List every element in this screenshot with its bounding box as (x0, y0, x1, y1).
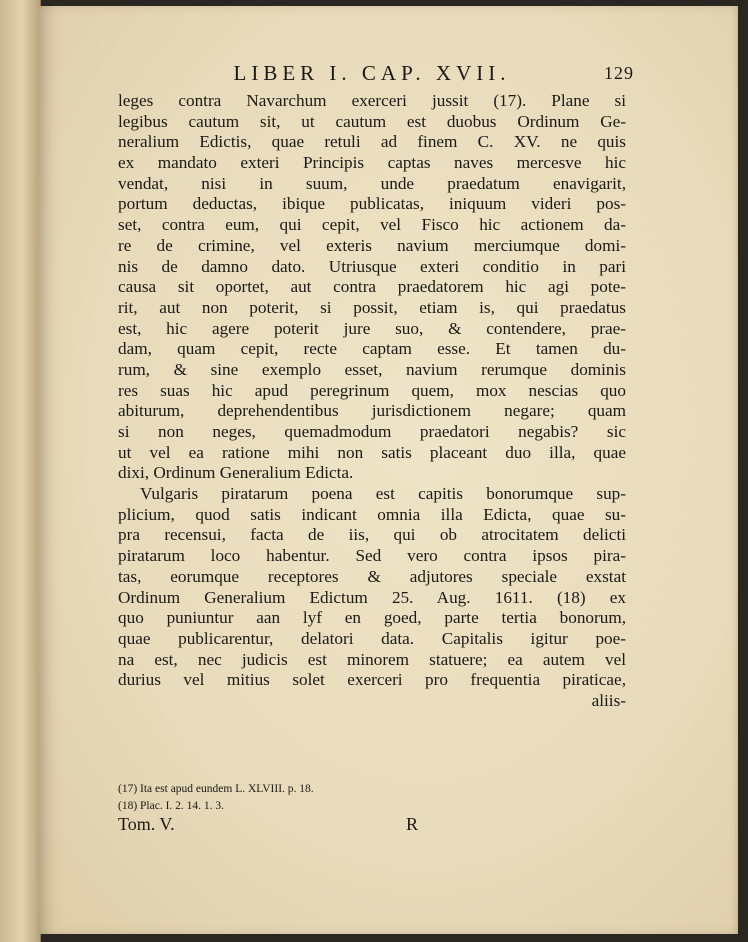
text-line: dam, quam cepit, recte captam esse. Et tamen du- (118, 339, 626, 359)
text-line: quo puniuntur aan lyf en goed, parte tertia bonorum, (118, 608, 626, 628)
text-line: re de crimine, vel exteris navium merciumque domi- (118, 235, 626, 255)
text-line: ex mandato exteri Principis captas naves mercesve hic (118, 153, 626, 173)
book-spine-edge (0, 0, 41, 942)
signature-line (118, 814, 538, 838)
text-line: Vulgaris piratarum poena est capitis bonorumque sup- (140, 484, 626, 504)
footnote-18: (18) Plac. I. 2. 14. 1. 3. (118, 800, 225, 812)
text-line: set, contra eum, qui cepit, vel Fisco hic actionem da- (118, 215, 626, 235)
text-line: legibus cautum sit, ut cautum est duobus Ordinum Ge- (118, 111, 626, 131)
text-line: causa sit oportet, aut contra praedatorem hic agi pote- (118, 277, 626, 297)
footnotes (118, 781, 538, 815)
page-text-block (118, 61, 634, 712)
text-line: plicium, quod satis indicant omnia illa Edicta, quae su- (118, 504, 626, 524)
text-line: ut vel ea ratione mihi non satis placeant duo illa, quae (118, 442, 626, 462)
body-text (118, 91, 626, 712)
volume-mark: Tom. V. (118, 814, 175, 834)
text-line: durius vel mitius solet exerceri pro frequentia piraticae, (118, 670, 626, 690)
text-line: na est, nec judicis est minorem statuere; ea autem vel (118, 649, 626, 669)
text-line: leges contra Navarchum exerceri jussit (17). Plane si (118, 91, 626, 110)
text-line: pra recensui, facta de iis, qui ob atrocitatem delicti (118, 525, 626, 545)
text-line: est, hic agere poterit jure suo, & contendere, prae- (118, 318, 626, 338)
book-page (38, 6, 738, 934)
text-line: vendat, nisi in suum, unde praedatum enavigarit, (118, 173, 626, 193)
footnote-17: (17) Ita est apud eundem L. XLVIII. p. 18. (118, 783, 314, 795)
text-line: rum, & sine exemplo esset, navium rerumque dominis (118, 359, 626, 379)
running-head (118, 61, 634, 91)
text-line: aliis- (591, 690, 626, 710)
text-line: neralium Edictis, quae retuli ad finem C. XV. ne quis (118, 132, 626, 152)
text-line: piratarum loco habentur. Sed vero contra ipsos pira- (118, 546, 626, 566)
text-line: portum deductas, ibique publicatas, iniquum videri pos- (118, 194, 626, 214)
text-line: rit, aut non poterit, si possit, etiam is, qui praedatus (118, 297, 626, 317)
text-line: abiturum, deprehendentibus jurisdictionem negare; quam (118, 401, 626, 421)
text-line: tas, eorumque receptores & adjutores speciale exstat (118, 566, 626, 586)
text-line: dixi, Ordinum Generalium Edicta. (118, 463, 354, 483)
page-number: 129 (604, 63, 634, 83)
text-line: quae publicarentur, delatori data. Capitalis igitur poe- (118, 628, 626, 648)
signature-mark: R (406, 814, 419, 834)
running-head-title: LIBER I. CAP. XVII. (233, 61, 511, 85)
text-line: Ordinum Generalium Edictum 25. Aug. 1611. (18) ex (118, 587, 626, 607)
text-line: res suas hic apud peregrinum quem, mox nescias quo (118, 380, 626, 400)
text-line: si non neges, quemadmodum praedatori negabis? sic (118, 422, 626, 441)
text-line: nis de damno dato. Utriusque exteri conditio in pari (118, 256, 626, 276)
